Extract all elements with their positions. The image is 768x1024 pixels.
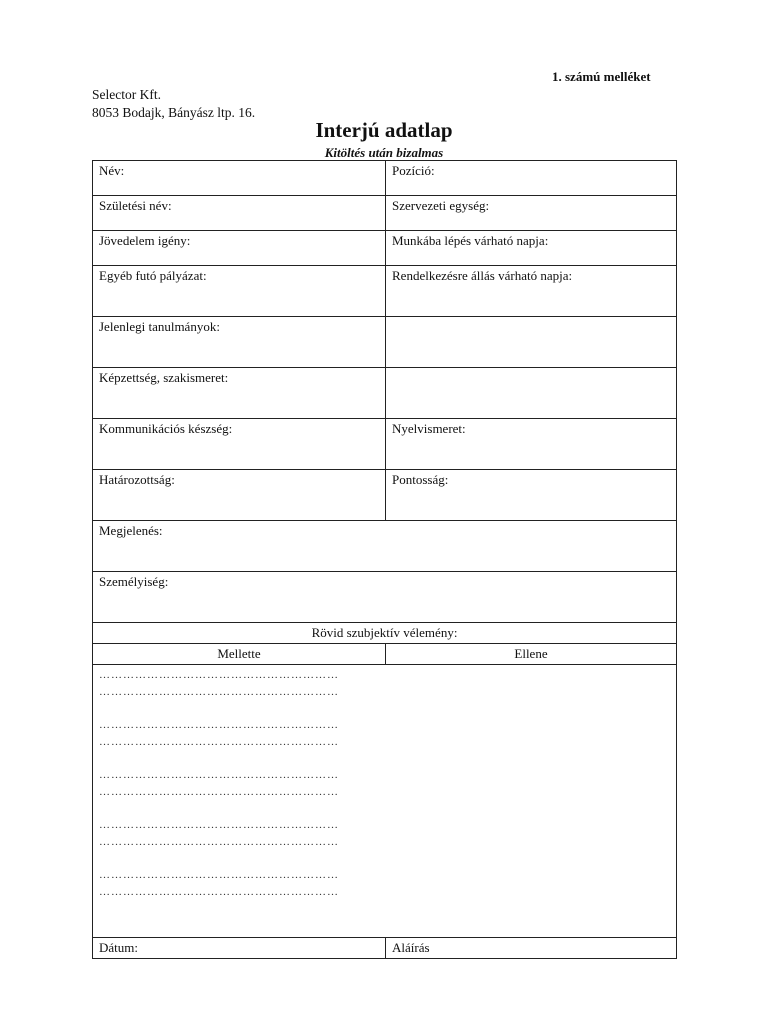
dotted-line: …………………………………………………… bbox=[99, 836, 339, 848]
language-skill-field[interactable]: Nyelvismeret: bbox=[386, 419, 677, 470]
start-date-field[interactable]: Munkába lépés várható napja: bbox=[386, 231, 677, 266]
dotted-line-group bbox=[99, 717, 670, 751]
decisiveness-field[interactable]: Határozottság: bbox=[93, 470, 386, 521]
dotted-line: …………………………………………………… bbox=[99, 669, 339, 681]
pros-header: Mellette bbox=[93, 644, 386, 665]
org-unit-field[interactable]: Szervezeti egység: bbox=[386, 196, 677, 231]
current-studies-field[interactable]: Jelenlegi tanulmányok: bbox=[93, 317, 386, 368]
page-subtitle: Kitöltés után bizalmas bbox=[324, 145, 444, 160]
cons-header: Ellene bbox=[386, 644, 677, 665]
qualification-value[interactable] bbox=[386, 368, 677, 419]
appearance-field[interactable]: Megjelenés: bbox=[93, 521, 677, 572]
dotted-line: …………………………………………………… bbox=[99, 869, 339, 881]
dotted-line: …………………………………………………… bbox=[99, 686, 339, 698]
name-field[interactable]: Név: bbox=[93, 161, 386, 196]
dotted-line-group bbox=[99, 817, 670, 851]
qualification-field[interactable]: Képzettség, szakismeret: bbox=[93, 368, 386, 419]
dotted-line: …………………………………………………… bbox=[99, 786, 339, 798]
salary-expectation-field[interactable]: Jövedelem igény: bbox=[93, 231, 386, 266]
communication-skill-field[interactable]: Kommunikációs készség: bbox=[93, 419, 386, 470]
company-info bbox=[92, 86, 255, 122]
position-field[interactable]: Pozíció: bbox=[386, 161, 677, 196]
date-field[interactable]: Dátum: bbox=[93, 938, 386, 959]
availability-date-field[interactable]: Rendelkezésre állás várható napja: bbox=[386, 266, 677, 317]
interview-form-table bbox=[92, 160, 677, 959]
opinion-header: Rövid szubjektív vélemény: bbox=[93, 623, 677, 644]
company-address: 8053 Bodajk, Bányász ltp. 16. bbox=[92, 105, 256, 120]
signature-field[interactable]: Aláírás bbox=[386, 938, 677, 959]
company-name: Selector Kft. bbox=[92, 87, 161, 102]
dotted-line: …………………………………………………… bbox=[99, 886, 339, 898]
punctuality-field[interactable]: Pontosság: bbox=[386, 470, 677, 521]
dotted-line-group bbox=[99, 767, 670, 801]
dotted-line: …………………………………………………… bbox=[99, 819, 339, 831]
dotted-line: …………………………………………………… bbox=[99, 719, 339, 731]
personality-field[interactable]: Személyiség: bbox=[93, 572, 677, 623]
dotted-line: …………………………………………………… bbox=[99, 769, 339, 781]
current-studies-value[interactable] bbox=[386, 317, 677, 368]
dotted-line-group bbox=[99, 867, 670, 901]
opinion-area[interactable] bbox=[93, 665, 677, 938]
dotted-line: …………………………………………………… bbox=[99, 736, 339, 748]
page-title: Interjú adatlap bbox=[315, 118, 453, 142]
dotted-line-group bbox=[99, 667, 670, 701]
attachment-label: 1. számú melléket bbox=[552, 69, 651, 84]
birth-name-field[interactable]: Születési név: bbox=[93, 196, 386, 231]
other-applications-field[interactable]: Egyéb futó pályázat: bbox=[93, 266, 386, 317]
